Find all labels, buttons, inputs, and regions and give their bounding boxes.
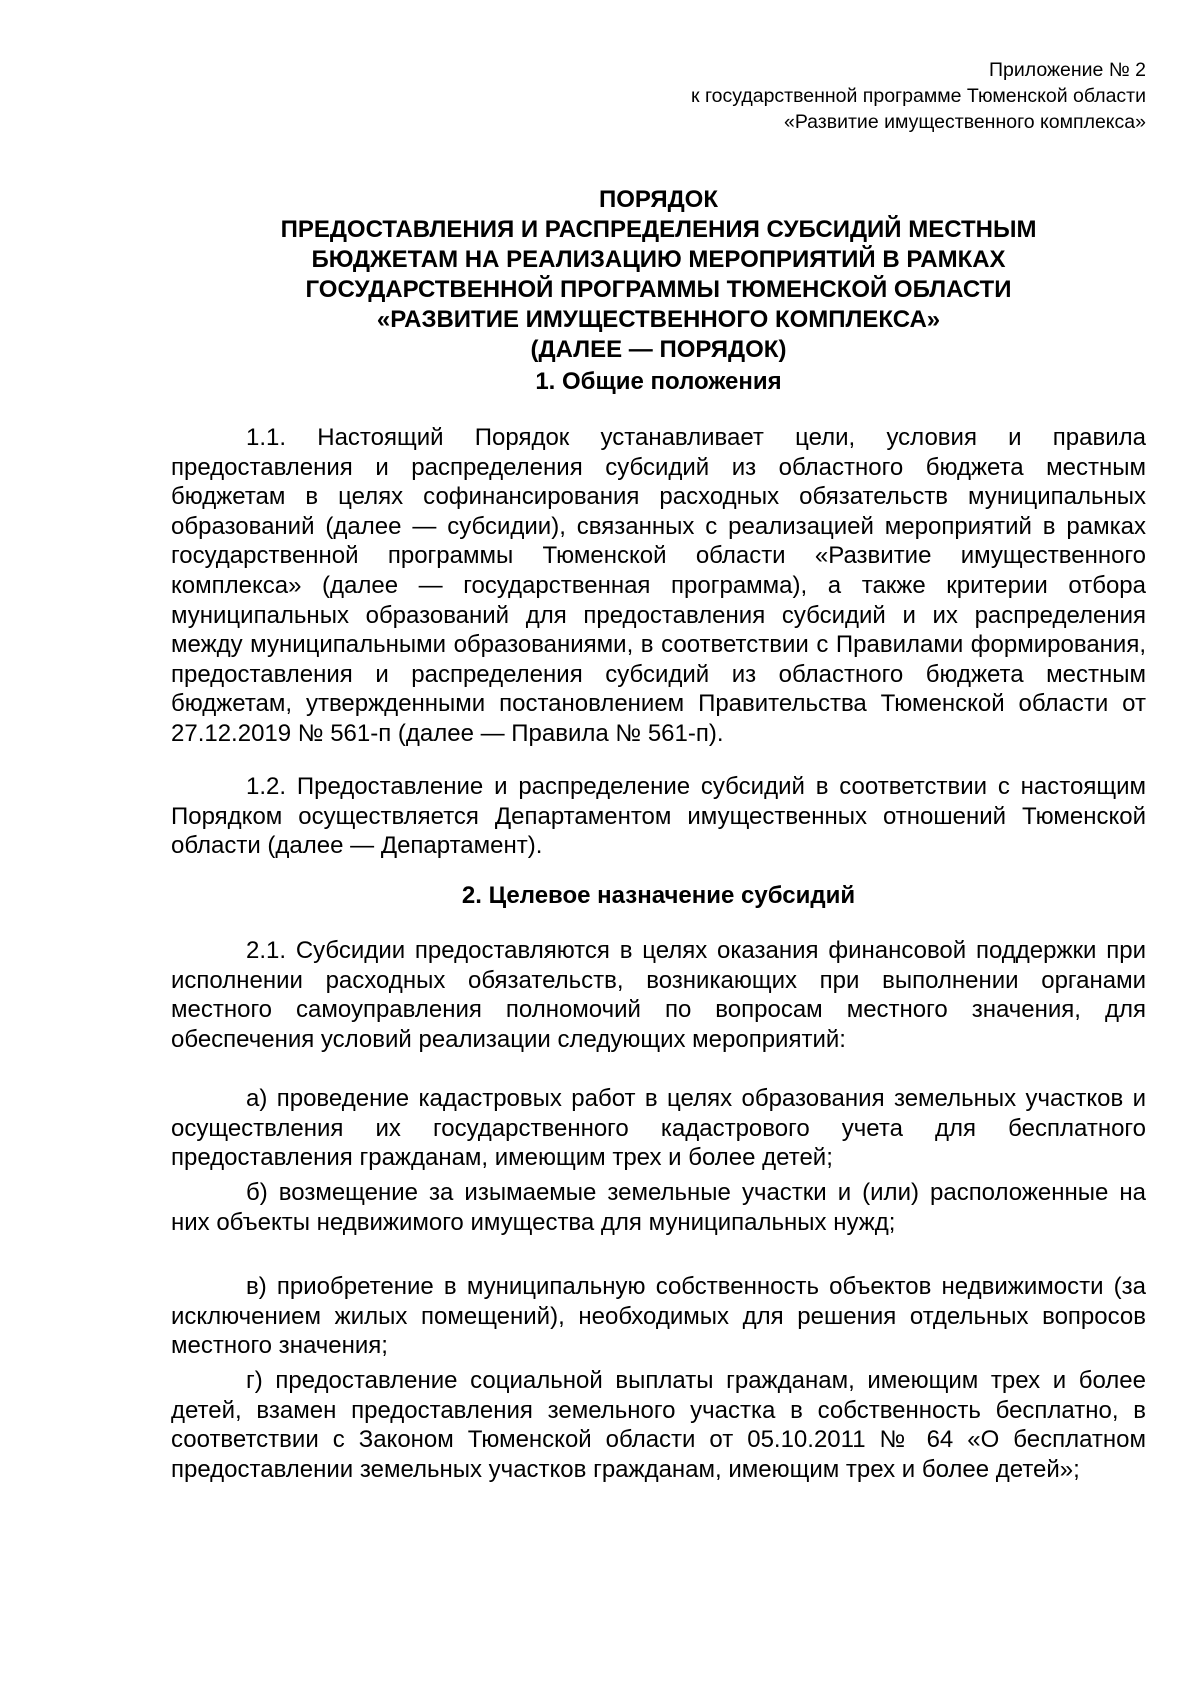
paragraph-1-2: 1.2. Предоставление и распределение субсидий в соответствии с настоящим Порядком осуществляется Департаментом имущественных отношений Тюменской области (далее — Департамент). bbox=[171, 773, 1146, 860]
title-line: (ДАЛЕЕ — ПОРЯДОК) bbox=[530, 336, 787, 363]
title-line: ПРЕДОСТАВЛЕНИЯ И РАСПРЕДЕЛЕНИЯ СУБСИДИЙ МЕСТНЫМ bbox=[280, 216, 1037, 243]
list-item-g: г) предоставление социальной выплаты гражданам, имеющим трех и более детей, взамен предоставления земельного участка в собственность бесплатно, в соответствии с Законом Тюменской области от 05.10.2011 № 64 «О бесплатном предоставлении земельных участков гражданам, имеющим трех и более детей»; bbox=[171, 1367, 1146, 1483]
appendix-header bbox=[691, 57, 1146, 135]
paragraph-1-1: 1.1. Настоящий Порядок устанавливает цели, условия и правила предоставления и распределения субсидий из областного бюджета местным бюджетам в целях софинансирования расходных обязательств муниципальных образований (далее — субсидии), связанных с реализацией мероприятий в рамках государственной программы Тюменской области «Развитие имущественного комплекса» (далее — государственная программа), а также критерии отбора муниципальных образований для предоставления субсидий и их распределения между муниципальными образованиями, в соответствии с Правилами формирования, предоставления и распределения субсидий из областного бюджета местным бюджетам, утвержденными постановлением Правительства Тюменской области от 27.12.2019 № 561-п (далее — Правила № 561-п). bbox=[171, 424, 1146, 747]
title-line: ГОСУДАРСТВЕННОЙ ПРОГРАММЫ ТЮМЕНСКОЙ ОБЛАСТИ bbox=[305, 276, 1012, 303]
list-item-b: б) возмещение за изымаемые земельные участки и (или) расположенные на них объекты недвижимого имущества для муниципальных нужд; bbox=[171, 1179, 1146, 1236]
section-1-heading: 1. Общие положения bbox=[535, 368, 782, 395]
list-item-a: а) проведение кадастровых работ в целях образования земельных участков и осуществления их государственного кадастрового учета для бесплатного предоставления гражданам, имеющим трех и более детей; bbox=[171, 1085, 1146, 1172]
appendix-program-ref: к государственной программе Тюменской области bbox=[691, 85, 1146, 107]
title-line: БЮДЖЕТАМ НА РЕАЛИЗАЦИЮ МЕРОПРИЯТИЙ В РАМКАХ bbox=[311, 246, 1006, 273]
list-item-v: в) приобретение в муниципальную собственность объектов недвижимости (за исключением жилых помещений), необходимых для решения отдельных вопросов местного значения; bbox=[171, 1273, 1146, 1360]
paragraph-2-1: 2.1. Субсидии предоставляются в целях оказания финансовой поддержки при исполнении расходных обязательств, возникающих при выполнении органами местного самоуправления полномочий по вопросам местного значения, для обеспечения условий реализации следующих мероприятий: bbox=[171, 937, 1146, 1053]
document-title bbox=[171, 185, 1146, 365]
appendix-program-name: «Развитие имущественного комплекса» bbox=[783, 111, 1146, 133]
title-line: «РАЗВИТИЕ ИМУЩЕСТВЕННОГО КОМПЛЕКСА» bbox=[376, 306, 941, 333]
section-2-heading: 2. Целевое назначение субсидий bbox=[461, 882, 856, 909]
title-line: ПОРЯДОК bbox=[599, 186, 718, 213]
appendix-number: Приложение № 2 bbox=[989, 59, 1146, 81]
